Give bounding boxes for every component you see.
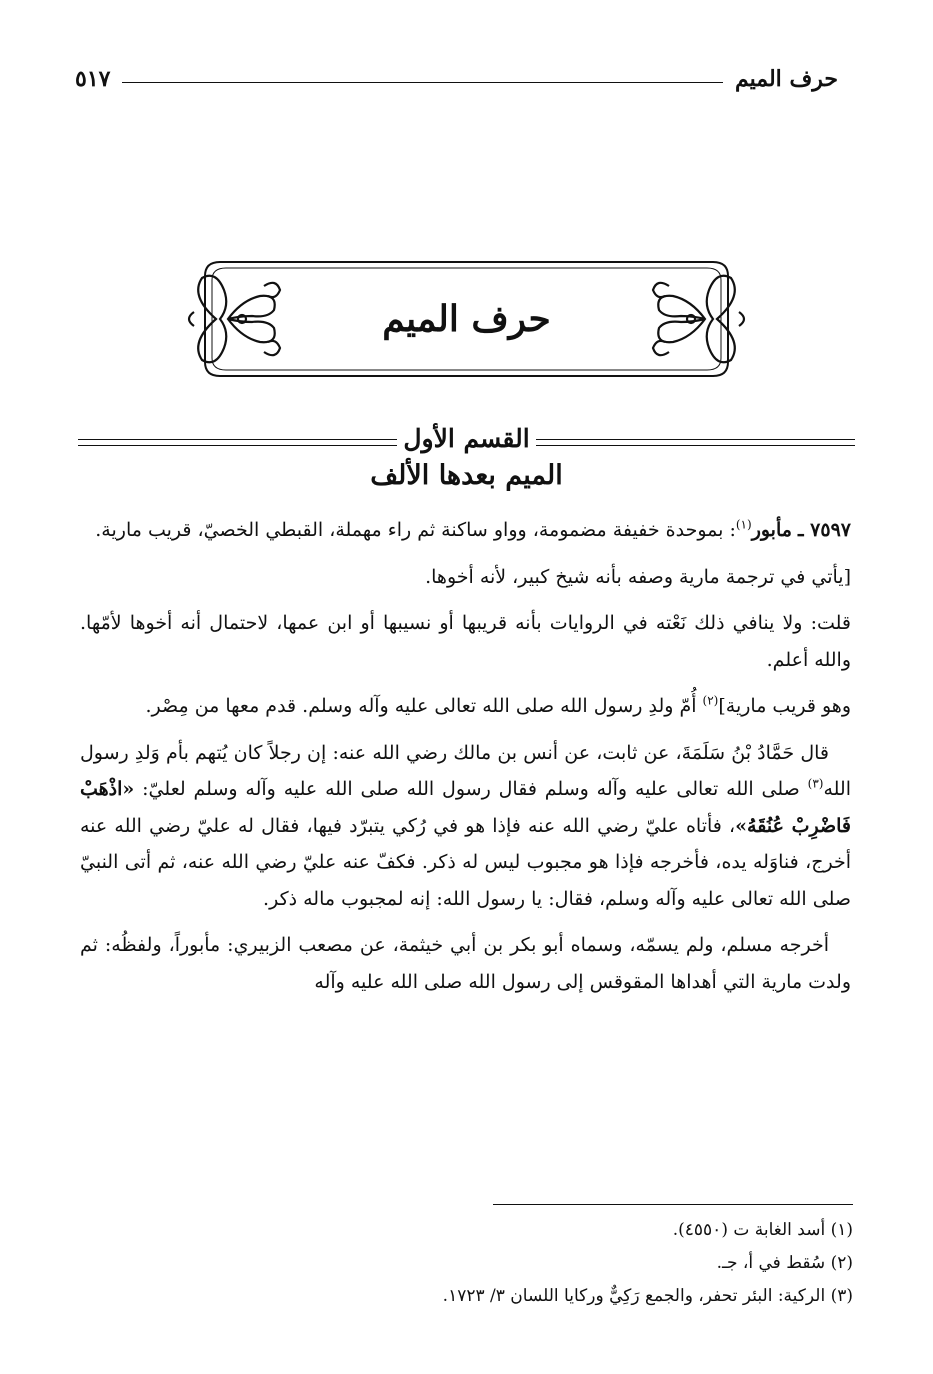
entry-paragraph-5-b: صلى الله تعالى عليه وآله وسلم فقال رسول الله صلى الله عليه وآله وسلم لعليّ: (134, 778, 808, 800)
double-rule-right (536, 439, 855, 446)
running-header (75, 62, 838, 96)
chapter-title: حرف الميم (382, 298, 551, 340)
running-title: حرف الميم (734, 66, 838, 92)
footnote-ref-2: (٢) (702, 693, 719, 708)
entry-paragraph-5-c: ، فأتاه عليّ رضي الله عنه فإذا هو في رُكي يتبرّد فيها، فقال له عليّ رضي الله عنه أخرج، فناوَله يده، فأخرجه فإذا هو مجبوب ليس له ذكر. فكفّ عنه عليّ رضي الله عنه، ثم أتى النبيّ صلى الله تعالى عليه وآله وسلم، فقال: يا رسول الله: إنه لمجبوب ماله ذكر. (80, 814, 851, 910)
footnote-1: (١) أسد الغابة ت (٤٥٥٠). (672, 1220, 853, 1240)
footnote-3: (٣) الركية: البئر تحفر، والجمع رَكِيٌّ وركايا اللسان ٣/ ١٧٢٣. (442, 1286, 853, 1306)
entry-paragraph-4 (80, 688, 851, 725)
entry-paragraph-5 (80, 735, 851, 918)
header-rule (122, 82, 723, 83)
subsection-title: الميم بعدها الألف (370, 460, 563, 491)
entry-paragraph-1-text: : بموحدة خفيفة مضمومة، وواو ساكنة ثم راء مهملة، القبطي الخصيّ، قريب مارية. (95, 519, 736, 541)
chapter-title-frame (180, 256, 753, 382)
double-rule-left (78, 439, 397, 446)
footnote-rule (493, 1204, 853, 1205)
footnote-ref-3: (٣) (807, 776, 824, 791)
entry-paragraph-4-b: أُمّ ولدِ رسول الله صلى الله تعالى عليه وآله وسلم. قدم معها من مِصْر. (145, 695, 703, 717)
footnote-ref-1: (١) (735, 517, 752, 532)
section-title: القسم الأول (403, 423, 530, 453)
section-heading-row (78, 418, 855, 458)
footnote-2: (٢) سُقط في أ، جـ. (716, 1253, 853, 1273)
entry-name: مأبور (751, 519, 792, 541)
footnotes (80, 1214, 853, 1313)
entry-body (80, 512, 851, 1010)
entry-paragraph-4-a: وهو قريب مارية] (718, 695, 851, 717)
hadith-quote: «اذْهَبْ فَاضْرِبْ عُنُقَهُ» (80, 778, 851, 837)
entry-number: ٧٥٩٧ ـ (797, 519, 851, 541)
entry-paragraph-5-a: قال حَمَّادُ بْنُ سَلَمَةَ، عن ثابت، عن أنس بن مالك رضي الله عنه: إن رجلاً كان يُتهم بأم وَلدِ رسول الله (80, 741, 851, 800)
entry-paragraph-6: أخرجه مسلم، ولم يسمّه، وسماه أبو بكر بن أبي خيثمة، عن مصعب الزبيري: مأبوراً، ولفظُه: ثم ولدت مارية التي أهداها المقوقس إلى رسول الله صلى الله عليه وآله (80, 934, 851, 993)
entry-paragraph-1 (80, 512, 851, 549)
entry-paragraph-2: [يأتي في ترجمة مارية وصفه بأنه شيخ كبير، لأنه أخوها. (425, 565, 851, 588)
entry-paragraph-3: قلت: ولا ينافي ذلك نَعْته في الروايات بأنه قريبها أو نسيبها أو ابن عمها، لاحتمال أنه أخوها لأمّها. والله أعلم. (80, 612, 851, 671)
page-number: ٥١٧ (75, 66, 111, 92)
